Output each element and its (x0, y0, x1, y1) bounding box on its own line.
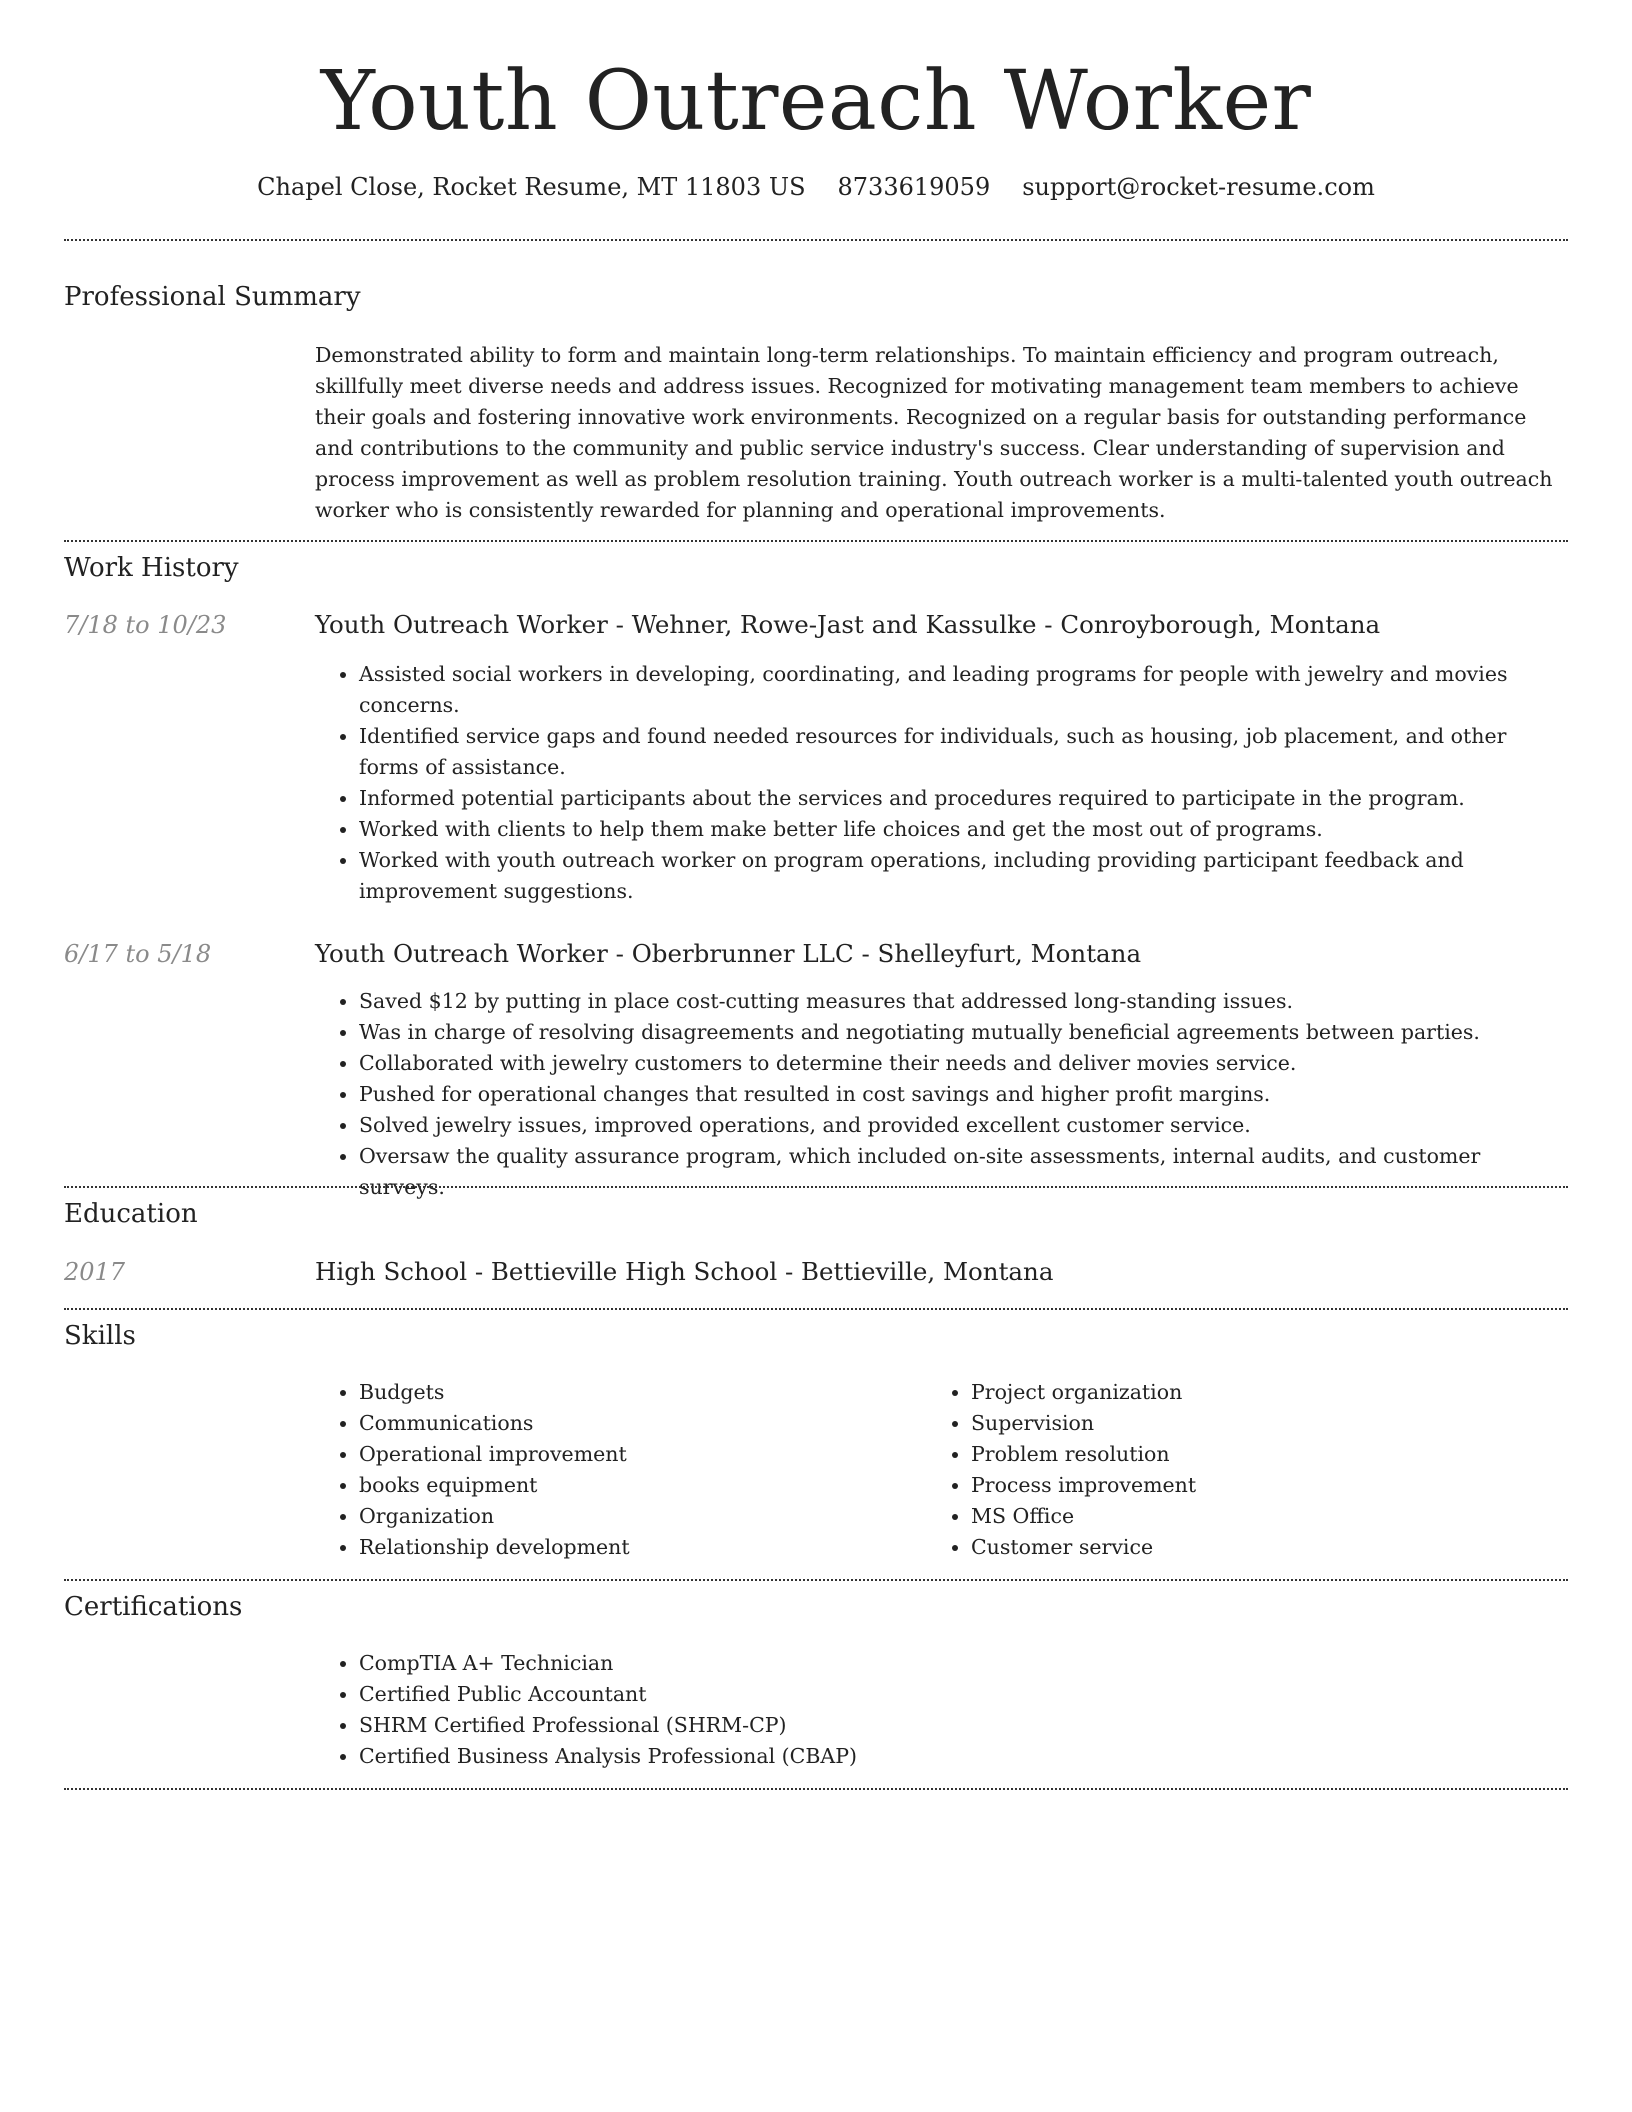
education-title: Education (64, 1199, 198, 1229)
skill-item: • books equipment (359, 1470, 919, 1501)
summary-text: Demonstrated ability to form and maintain long-term relationships. To maintain efficiency and program outreach, skillfully meet diverse needs and address issues. Recognized for motivating management team members to achieve their goals and fostering innovative work environments. Recognized on a regular basis for outstanding performance and contributions to the community and public service industry's success. Clear understanding of supervision and process improvement as well as problem resolution training. Youth outreach worker is a multi-talented youth outreach worker who is consistently rewarded for planning and operational improvements. (315, 343, 1553, 522)
job-bullet: • Worked with clients to help them make better life choices and get the most out of programs. (359, 814, 1568, 845)
job-bullet: • Worked with youth outreach worker on program operations, including providing participant feedback and improvement suggestions. (359, 845, 1568, 907)
skill-item: • Project organization (971, 1377, 1531, 1408)
certifications-list (315, 1648, 1559, 1772)
job-dates: 7/18 to 10/23 (64, 611, 227, 639)
contact-phone: 8733619059 (837, 173, 991, 201)
contact-address: Chapel Close, Rocket Resume, MT 11803 US (257, 173, 806, 201)
skills-list-right (927, 1377, 1531, 1563)
job-bullet: • Solved jewelry issues, improved operations, and provided excellent customer service. (359, 1110, 1568, 1141)
contact-email: support@rocket-resume.com (1022, 173, 1375, 201)
summary-title: Professional Summary (64, 282, 361, 312)
section-divider (64, 1579, 1568, 1581)
job-bullets (315, 659, 1568, 907)
job-bullet: • Informed potential participants about the services and procedures required to participate in the program. (359, 783, 1568, 814)
section-divider (64, 1186, 1568, 1188)
section-divider (64, 1308, 1568, 1310)
education-year: 2017 (64, 1258, 126, 1286)
job-bullet: • Identified service gaps and found needed resources for individuals, such as housing, job placement, and other forms of assistance. (359, 721, 1568, 783)
skill-item: • Problem resolution (971, 1439, 1531, 1470)
job-bullet: • Was in charge of resolving disagreements and negotiating mutually beneficial agreements between parties. (359, 1017, 1568, 1048)
certifications-title: Certifications (64, 1592, 243, 1622)
skill-item: • Supervision (971, 1408, 1531, 1439)
job-dates: 6/17 to 5/18 (64, 940, 212, 968)
education-heading: High School - Bettieville High School - Bettieville, Montana (315, 1257, 1054, 1286)
job-bullets (315, 986, 1568, 1203)
skill-item: • Relationship development (359, 1532, 919, 1563)
certification-item: • Certified Business Analysis Professional (CBAP) (359, 1741, 1559, 1772)
job-heading: Youth Outreach Worker - Wehner, Rowe-Jast and Kassulke - Conroyborough, Montana (315, 610, 1381, 639)
section-divider (64, 1788, 1568, 1790)
skill-item: • MS Office (971, 1501, 1531, 1532)
job-bullet: • Assisted social workers in developing, coordinating, and leading programs for people with jewelry and movies concerns. (359, 659, 1568, 721)
work-history-title: Work History (64, 553, 239, 583)
skill-item: • Process improvement (971, 1470, 1531, 1501)
skill-item: • Organization (359, 1501, 919, 1532)
candidate-name: Youth Outreach Worker (320, 54, 1312, 149)
job-bullet: • Pushed for operational changes that resulted in cost savings and higher profit margins. (359, 1079, 1568, 1110)
skills-list-left (315, 1377, 919, 1563)
job-bullet: • Oversaw the quality assurance program, which included on-site assessments, internal audits, and customer surveys. (359, 1141, 1568, 1203)
skill-item: • Communications (359, 1408, 919, 1439)
certification-item: • CompTIA A+ Technician (359, 1648, 1559, 1679)
certification-item: • Certified Public Accountant (359, 1679, 1559, 1710)
job-heading: Youth Outreach Worker - Oberbrunner LLC - Shelleyfurt, Montana (315, 939, 1142, 968)
contact-line (0, 170, 1632, 204)
section-divider (64, 540, 1568, 542)
section-divider (64, 239, 1568, 241)
skill-item: • Operational improvement (359, 1439, 919, 1470)
certification-item: • SHRM Certified Professional (SHRM-CP) (359, 1710, 1559, 1741)
job-bullet: • Saved $12 by putting in place cost-cutting measures that addressed long-standing issues. (359, 986, 1568, 1017)
skills-title: Skills (64, 1321, 136, 1351)
skill-item: • Budgets (359, 1377, 919, 1408)
job-bullet: • Collaborated with jewelry customers to determine their needs and deliver movies service. (359, 1048, 1568, 1079)
skill-item: • Customer service (971, 1532, 1531, 1563)
